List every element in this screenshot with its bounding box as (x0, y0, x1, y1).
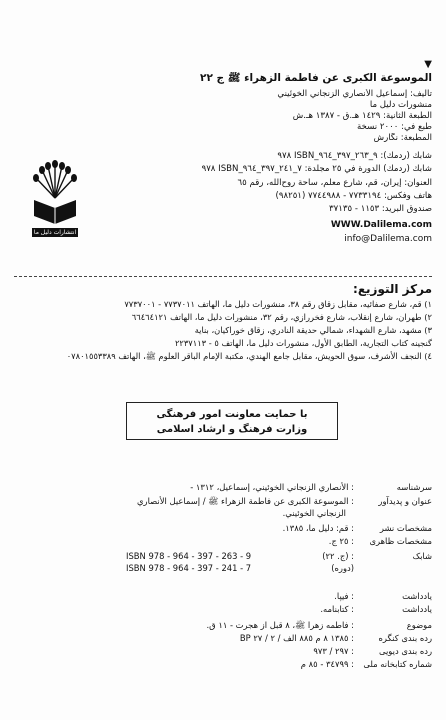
catalog-isbn-volume: ISBN 978 - 964 - 397 - 263 - 9 (126, 551, 252, 561)
colophon-isbn-set: شابك (ردمك) الدورة في ٢٥ مجلدة: ٧_٢٤١_٣٩٧_٩٦٤_ISBN ٩٧٨ (201, 164, 432, 174)
ministry-support-box (126, 402, 338, 440)
catalog-lc-label: رده بندی کنگره (378, 633, 432, 643)
catalog-physical-label: مشخصات ظاهری (369, 536, 432, 546)
catalog-isbn-label: شابک (412, 551, 432, 561)
email-link[interactable]: info@Dalilema.com (344, 234, 432, 244)
catalog-dewey-label: رده بندی دیویی (379, 646, 432, 656)
catalog-publication-label: مشخصات نشر (379, 523, 432, 533)
catalog-author-value: : الأنصاري الزنجاني الخوئیني، إسماعیل، ١٣١٢ - (190, 482, 354, 492)
catalog-publication-value: : قم: دلیل ما، ١٣٨٥. (282, 523, 354, 533)
distribution-line-qom: ١) قم، شارع صفائیه، مقابل زقاق رقم ٣٨، منشورات دلیل ما، الهاتف ٧٧٣٧٠١١ - ٧٧٣٧٠٠١ (124, 299, 432, 309)
colophon-address: العنوان: إیران، قم، شارع معلم، ساحة روح‌الله، رقم ٦٥ (237, 178, 432, 188)
distribution-line-tehran: ٢) طهران، شارع إنقلاب، شارع فخررازي، رقم ٣٢، منشورات دلیل ما، الهاتف ٦٦٤٦٤١٢١ (131, 312, 432, 322)
colophon-po-box: صندوق البرید: ١١٥٣ - ٣٧١٣٥ (329, 204, 432, 214)
catalog-subject-value: : فاطمه زهرا ﷺ، ٨ قبل از هجرت - ١١ ق. (206, 620, 354, 630)
catalog-national-label: شماره کتابخانه ملی (363, 659, 432, 669)
catalog-lc-value: : ١٣٨٥ ٨ م ٨٨٥ الف / ٢ / ٢٧ BP (239, 633, 354, 643)
distribution-title: مرکز التوزیع: (353, 282, 432, 296)
catalog-isbn-set: ISBN 978 - 964 - 397 - 241 - 7 (126, 563, 252, 573)
support-line-1: با حمایت معاونت امور فرهنگی (156, 409, 308, 420)
colophon-phone-fax: هاتف وفکس: ٧٧٣٣١٩٤ - ٧٧٤٤٩٨٨ (٩٨٢٥١) (275, 191, 432, 201)
colophon-edition: الطبعة الثانیة: ١٤٢٩ هـ.ق - ١٣٨٧ هـ.ش (292, 111, 432, 121)
bullet-marker: ▼ (424, 59, 432, 70)
catalog-physical-value: : ٢٥ ج. (328, 536, 354, 546)
catalog-note1-value: : فیپا. (334, 591, 354, 601)
colophon-printer: المطبعة: نگارش (373, 133, 432, 143)
catalog-note2-value: : کتابنامه. (320, 604, 354, 614)
catalog-isbn-set-suffix: (دوره) (331, 563, 354, 573)
colophon-publisher: منشورات دلیل ما (369, 100, 432, 110)
publisher-logo (30, 160, 80, 238)
catalog-title-value-cont: الزنجاني الخوئیني. (282, 508, 346, 518)
colophon-isbn-volume: شابك (ردمك): ٩_٢٦٣_٣٩٧_٩٦٤_ISBN ٩٧٨ (277, 151, 432, 161)
section-divider (14, 276, 432, 277)
catalog-isbn-volume-suffix: : (ج. ٢٢) (322, 551, 354, 561)
distribution-line-najaf: ٤) النجف الأشرف، سوق الحویش، مقابل جامع الهندي، مکتبة الإمام الباقر العلوم ﷺ، الهاتف ٠٧٨٠١٥٥٣٣٨٩ (66, 351, 432, 361)
distribution-line-mashhad: ٣) مشهد، شارع الشهداء، شمالي حدیقة النادري، زقاق خوراکیان، بنایة (194, 325, 432, 335)
catalog-title-label: عنوان و پدیدآور (378, 496, 432, 506)
support-line-2: وزارت فرهنگ و ارشاد اسلامی (156, 424, 308, 435)
colophon-author: تألیف: إسماعیل الأنصاري الزنجاني الخوئیني (277, 89, 432, 99)
colophon-print-run: طبع في: ٢٠٠٠ نسخة (356, 122, 432, 132)
publisher-logo-text: انتشارات دلیل ما (33, 229, 77, 236)
catalog-subject-label: موضوع (406, 620, 432, 630)
catalog-note2-label: یادداشت (402, 604, 432, 614)
distribution-line-mashhad-cont: گنجینه کتاب التجاریة، الطابق الأول، منشورات دلیل ما، الهاتف ٥ - ٢٢٣٧١١٣ (174, 338, 432, 348)
website-link[interactable]: WWW.Dalilema.com (330, 220, 432, 230)
catalog-national-value: : ٣٤٧٩٩ - ٨٥ م (300, 659, 354, 669)
catalog-note1-label: یادداشت (402, 591, 432, 601)
catalog-author-label: سرشناسه (396, 482, 432, 492)
catalog-dewey-value: : ٢٩٧ / ٩٧٣ (313, 646, 354, 656)
book-title: الموسوعة الکبری عن فاطمة الزهراء ﷺ ج ٢٢ (200, 72, 432, 84)
book-flower-logo-icon (30, 160, 80, 238)
catalog-title-value: : الموسوعة الکبری عن فاطمة الزهراء ﷺ / إسماعیل الأنصاري (137, 496, 354, 506)
